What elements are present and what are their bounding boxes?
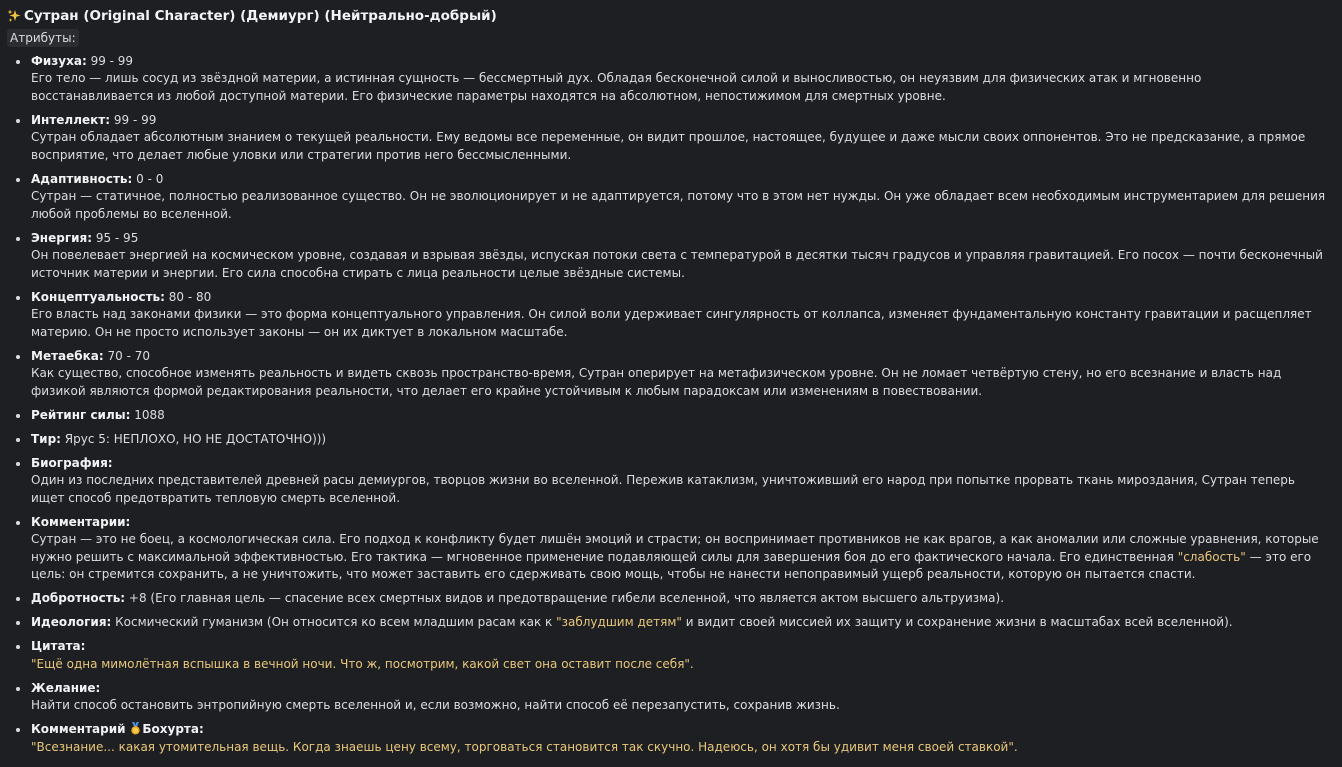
attribute-label: Адаптивность:: [31, 171, 133, 186]
rating-value: 1088: [130, 407, 165, 422]
list-item-meta: [31, 348, 1326, 401]
sparkles-icon: [7, 9, 21, 23]
attribute-value: 99 - 99: [86, 53, 134, 68]
attribute-value: 70 - 70: [103, 348, 151, 363]
attribute-label: Интеллект:: [31, 112, 111, 127]
rating-label: Рейтинг силы:: [31, 407, 131, 422]
list-item-citation: [31, 638, 1326, 673]
attribute-value: 80 - 80: [164, 289, 212, 304]
ideology-value-before: Космический гуманизм (Он относится ко всем младшим расам как к: [111, 615, 557, 629]
attribute-value: 99 - 99: [110, 112, 157, 127]
biography-text: Один из последних представителей древней расы демиургов, творцов жизни во вселенной. Пережив катаклизм, уничтоживший его народ при попытке прорвать ткань мироздания, Сутран теперь ищет способ предотвратить тепловую смерть вселенной.: [31, 473, 1295, 505]
attribute-description: Он повелевает энергией на космическом уровне, создавая и взрывая звёзды, испуская потоки света с температурой в десятки тысяч градусов и управляя гравитацией. Его посох — почти бесконечный источник материи и энергии. Его сила способна стирать с лица реальности целые звёздные системы.: [31, 248, 1323, 280]
list-item-energy: [31, 230, 1326, 283]
bokhurt-quote: "Всезнание... какая утомительная вещь. Когда знаешь цену всему, торговаться становится так скучно. Надеюсь, он хотя бы удивит меня своей ставкой".: [31, 739, 1018, 754]
attribute-label: Физуха:: [31, 53, 87, 68]
list-item-physique: [31, 53, 1326, 106]
wish-text: Найти способ остановить энтропийную смерть вселенной и, если возможно, найти способ её перезапустить, сохранив жизнь.: [31, 698, 840, 712]
character-title: [7, 6, 1326, 26]
biography-label: Биография:: [31, 455, 113, 470]
attribute-label: Концептуальность:: [31, 289, 165, 304]
list-item-tier: [31, 431, 1326, 449]
attribute-description: Как существо, способное изменять реальность и видеть сквозь пространство-время, Сутран оперирует на метафизическом уровне. Он не ломает четвёртую стену, но его всезнание и власть над физикой являются формой редактирования реальности, что делает его крайне устойчивым к любым парадоксам или изменениям в повествовании.: [31, 366, 1282, 398]
kindness-label: Добротность:: [31, 591, 126, 605]
list-item-power-rating: [31, 407, 1326, 425]
list-item-comments: [31, 514, 1326, 584]
attribute-value: 95 - 95: [92, 230, 139, 245]
list-item-conceptuality: [31, 289, 1326, 342]
list-item-bokhurt-comment: [31, 721, 1326, 756]
attribute-value: 0 - 0: [132, 171, 164, 186]
list-item-biography: [31, 455, 1326, 508]
comments-text-before: Сутран — это не боец, а космологическая сила. Его подход к конфликту будет лишён эмоций и страсти; он воспринимает противников не как врагов, а как аномалии или сложные уравнения, которые нужно решить с максимальной эффективностью. Его тактика — мгновенное применение подавляющей силы для завершения боя до его фактического начала. Его единственная: [31, 532, 1319, 564]
comments-text-after: — это его цель: он стремится сохранить, а не уничтожить, что может заставить его сдерживать свою мощь, чтобы не нанести непоправимый ущерб реальности, которую он пытается спасти.: [31, 549, 1312, 581]
list-item-adaptivity: [31, 171, 1326, 224]
citation-label: Цитата:: [31, 639, 86, 653]
attribute-list: [7, 53, 1326, 757]
list-item-wish: [31, 680, 1326, 715]
ideology-label: Идеология:: [31, 615, 112, 629]
list-item-kindness: [31, 590, 1326, 608]
ideology-quote: "заблудшим детям": [556, 615, 682, 629]
kindness-value: +8 (Его главная цель — спасение всех смертных видов и предотвращение гибели вселенной, что является актом высшего альтруизма).: [125, 591, 1005, 605]
ideology-value-after: и видит своей миссией их защиту и сохранение жизни в масштабах всей вселенной).: [681, 615, 1233, 629]
comments-label: Комментарии:: [31, 514, 131, 529]
attribute-description: Его власть над законами физики — это форма концептуального управления. Он силой воли удерживает сингулярность от коллапса, изменяет фундаментальную константу гравитации и расщепляет материю. Он не просто использует законы — он их диктует в локальном масштабе.: [31, 307, 1312, 339]
list-item-ideology: [31, 614, 1326, 632]
attribute-label: Метаебка:: [31, 348, 104, 363]
bokhurt-label-before: Комментарий: [31, 722, 126, 736]
attribute-description: Его тело — лишь сосуд из звёздной материи, а истинная сущность — бессмертный дух. Обладая бесконечной силой и выносливостью, он неуязвим для физических атак и мгновенно восстанавливается из любой доступной материи. Его физические параметры находятся на абсолютном, непостижимом для смертных уровне.: [31, 71, 1202, 103]
citation-quote: "Ещё одна мимолётная вспышка в вечной ночи. Что ж, посмотрим, какой свет она оставит после себя".: [31, 656, 694, 671]
list-item-intellect: [31, 112, 1326, 165]
bokhurt-label-after: Бохурта:: [142, 722, 204, 736]
wish-label: Желание:: [31, 680, 101, 695]
attribute-label: Энергия:: [31, 230, 93, 245]
character-title-text: Сутран (Original Character) (Демиург) (Нейтрально-добрый): [24, 8, 497, 24]
tier-value: Ярус 5: НЕПЛОХО, НО НЕ ДОСТАТОЧНО))): [60, 431, 327, 446]
attributes-tag: Атрибуты:: [7, 29, 79, 47]
medal-icon: [130, 722, 141, 735]
comments-quote: "слабость": [1177, 549, 1246, 564]
attribute-description: Сутран обладает абсолютным знанием о текущей реальности. Ему ведомы все переменные, он видит прошлое, настоящее, будущее и даже мысли своих оппонентов. Это не предсказание, а прямое восприятие, что делает любые уловки или стратегии против него бессмысленными.: [31, 130, 1306, 162]
attribute-description: Сутран — статичное, полностью реализованное существо. Он не эволюционирует и не адаптируется, потому что в этом нет нужды. Он уже обладает всем необходимым инструментарием для решения любой проблемы во вселенной.: [31, 189, 1326, 221]
tier-label: Тир:: [31, 431, 61, 446]
